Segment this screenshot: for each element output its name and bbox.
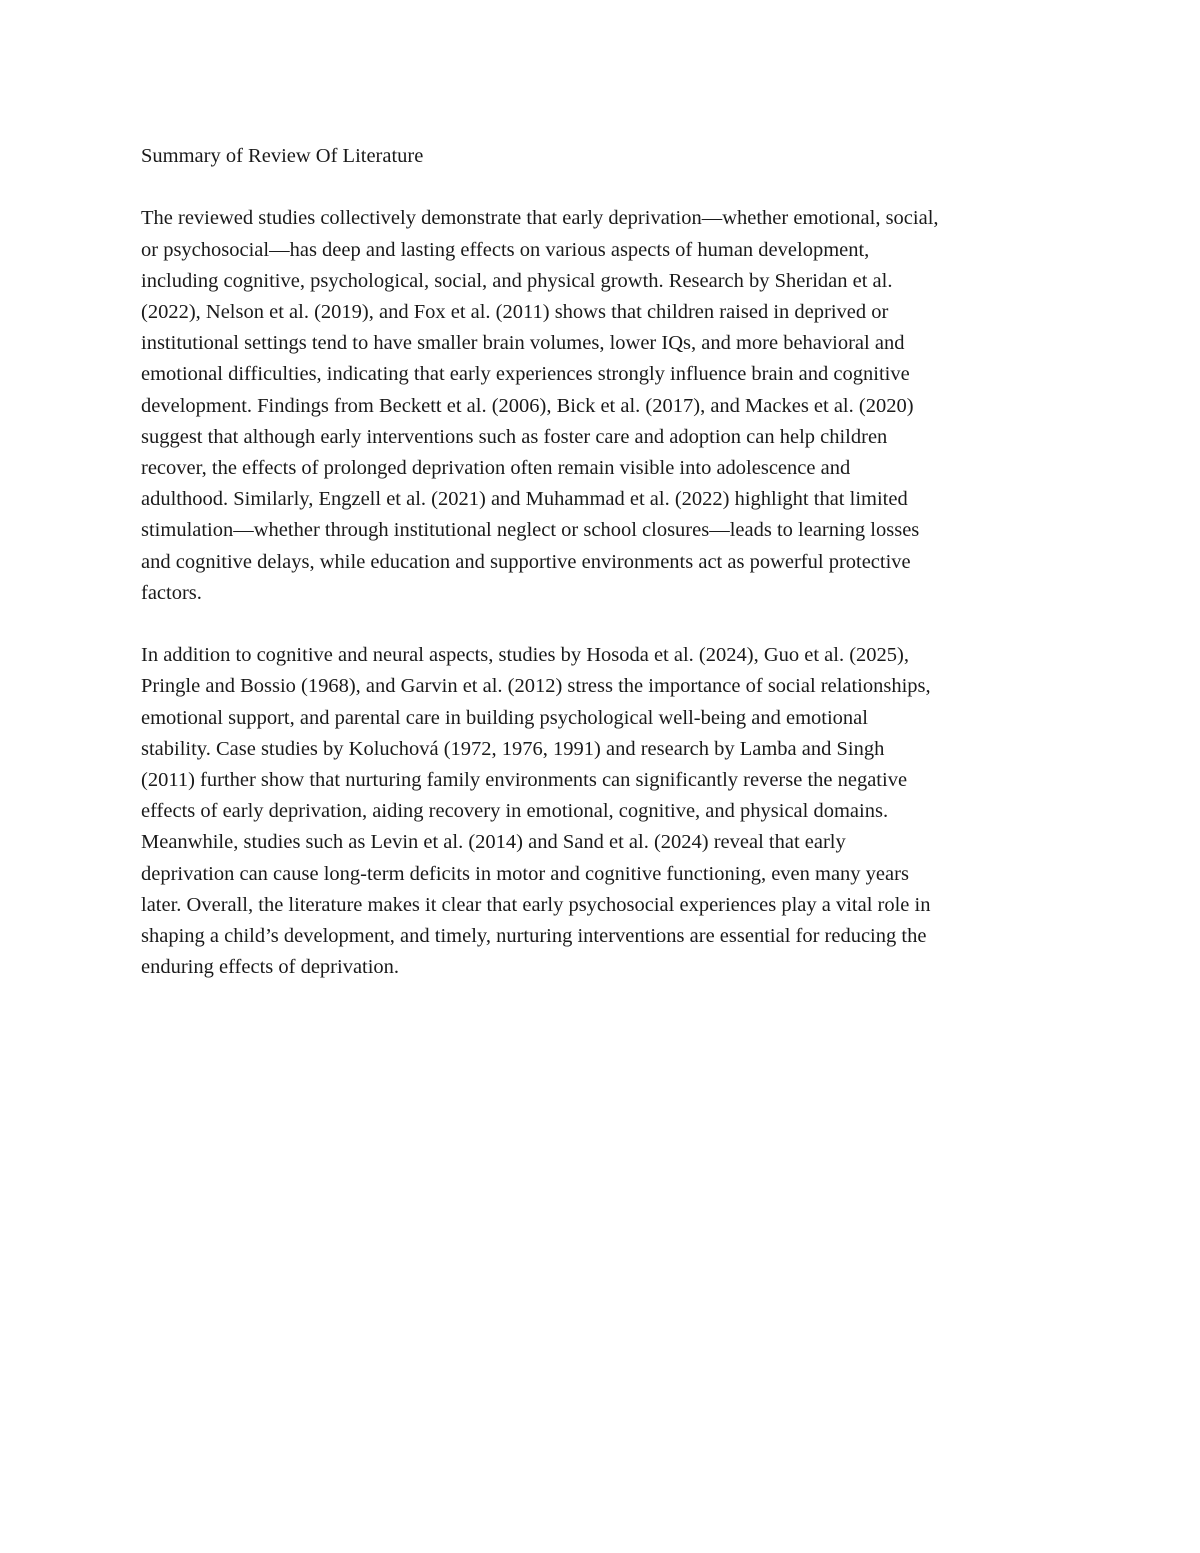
paragraph-line: and cognitive delays, while education and supportive environments act as powerful protective (141, 550, 911, 573)
paragraph-line: (2011) further show that nurturing family environments can significantly reverse the negative (141, 769, 908, 792)
paragraph-line: emotional difficulties, indicating that early experiences strongly influence brain and cognitive (141, 363, 910, 386)
paragraph-line: enduring effects of deprivation. (141, 956, 400, 979)
paragraph-line: stability. Case studies by Koluchová (1972, 1976, 1991) and research by Lamba and Singh (141, 737, 885, 760)
paragraph-line: deprivation can cause long-term deficits in motor and cognitive functioning, even many years (141, 862, 909, 885)
paragraph-line: institutional settings tend to have smaller brain volumes, lower IQs, and more behavioral and (141, 332, 905, 355)
paragraph-line: suggest that although early interventions such as foster care and adoption can help children (141, 425, 888, 448)
paragraph-line: In addition to cognitive and neural aspects, studies by Hosoda et al. (2024), Guo et al. (2025), (141, 644, 909, 667)
paragraph-line: adulthood. Similarly, Engzell et al. (2021) and Muhammad et al. (2022) highlight that limited (141, 488, 908, 511)
paragraph-line: Meanwhile, studies such as Levin et al. (2014) and Sand et al. (2024) reveal that early (141, 831, 846, 854)
paragraph-line: (2022), Nelson et al. (2019), and Fox et al. (2011) shows that children raised in deprived or (141, 301, 889, 323)
document-body (141, 141, 1066, 1015)
paragraph-line: recover, the effects of prolonged deprivation often remain visible into adolescence and (141, 457, 851, 480)
paragraph-line: factors. (141, 581, 202, 604)
paragraph-2 (141, 640, 1066, 983)
paragraph-line: stimulation—whether through institutional neglect or school closures—leads to learning losses (141, 519, 920, 542)
paragraph-line: Pringle and Bossio (1968), and Garvin et al. (2012) stress the importance of social relationships, (141, 675, 931, 698)
paragraph-line: including cognitive, psychological, social, and physical growth. Research by Sheridan et al. (141, 269, 893, 292)
paragraph-line: effects of early deprivation, aiding recovery in emotional, cognitive, and physical domains. (141, 800, 889, 823)
paragraph-line: The reviewed studies collectively demonstrate that early deprivation—whether emotional, social, (141, 207, 939, 230)
paragraph-line: shaping a child’s development, and timely, nurturing interventions are essential for reducing the (141, 925, 927, 948)
paragraph-line: later. Overall, the literature makes it clear that early psychosocial experiences play a vital role in (141, 893, 931, 916)
paragraph-line: emotional support, and parental care in building psychological well-being and emotional (141, 706, 868, 729)
paragraph-line: or psychosocial—has deep and lasting effects on various aspects of human development, (141, 238, 870, 261)
paragraph-line: development. Findings from Beckett et al. (2006), Bick et al. (2017), and Mackes et al. (2020) (141, 394, 914, 417)
document-title: Summary of Review Of Literature (141, 145, 424, 167)
paragraph-1 (141, 203, 1066, 609)
